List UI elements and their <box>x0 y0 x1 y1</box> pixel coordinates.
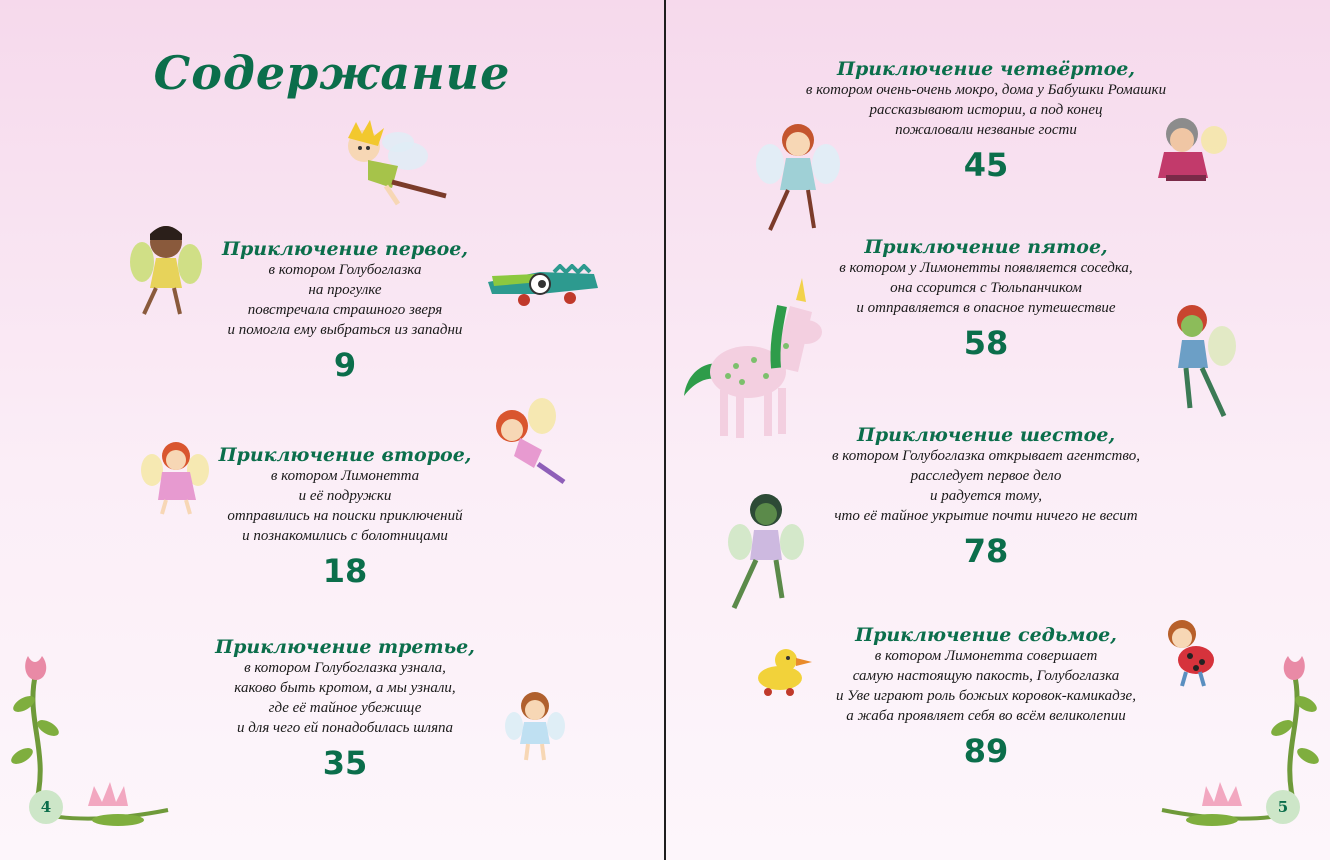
entry-page-number: 78 <box>963 532 1009 570</box>
entry-line: в котором Лимонетта совершает <box>874 648 1098 664</box>
entry-page-number: 9 <box>333 346 357 384</box>
page-title: Содержание <box>153 46 511 100</box>
entry-page-number: 35 <box>322 744 368 782</box>
entry-line: она ссорится с Тюльпанчиком <box>890 280 1082 296</box>
entry-line: на прогулке <box>308 282 382 298</box>
entry-heading: Приключение пятое, <box>864 236 1108 258</box>
entry-heading: Приключение третье, <box>215 636 475 658</box>
entry-line: в котором Голубоглазка <box>268 262 422 278</box>
page-number-right: 5 <box>1266 790 1300 824</box>
entry-page-number: 18 <box>322 552 368 590</box>
entry-line: и радуется тому, <box>930 488 1042 504</box>
entry-line: расследует первое дело <box>910 468 1062 484</box>
entry-page-number: 58 <box>963 324 1009 362</box>
entry-line: и её подружки <box>298 488 392 504</box>
entry-heading: Приключение второе, <box>218 444 472 466</box>
entry-line: рассказывают истории, а под конец <box>869 102 1103 118</box>
entry-heading: Приключение седьмое, <box>855 624 1117 646</box>
page-number-left: 4 <box>29 790 63 824</box>
entry-line: пожаловали незваные гости <box>895 122 1077 138</box>
entry-line: где её тайное убежище <box>268 700 422 716</box>
toc-entry[interactable] <box>776 624 1196 774</box>
fairy-flying-yellow-illustration <box>328 116 452 206</box>
entry-line: и Уве играют роль божьих коровок-камикадзе, <box>836 688 1136 704</box>
entry-line: в котором очень-очень мокро, дома у Бабушки Ромашки <box>805 82 1167 98</box>
entry-heading: Приключение шестое, <box>856 424 1116 446</box>
entry-line: в котором Голубоглазка открывает агентство, <box>832 448 1140 464</box>
entry-heading: Приключение четвёртое, <box>837 58 1135 80</box>
toc-entry[interactable] <box>150 636 540 786</box>
toc-entry[interactable] <box>776 424 1196 574</box>
left-page <box>0 0 664 860</box>
entry-line: и отправляется в опасное путешествие <box>856 300 1116 316</box>
entry-line: самую настоящую пакость, Голубоглазка <box>852 668 1120 684</box>
entry-line: что её тайное укрытие почти ничего не весит <box>834 508 1138 524</box>
entry-heading: Приключение первое, <box>222 238 468 260</box>
toc-entry[interactable] <box>150 444 540 594</box>
toc-entry[interactable] <box>150 238 540 388</box>
entry-line: а жаба проявляет себя во всём великолепии <box>846 708 1126 724</box>
entry-line: и помогла ему выбраться из западни <box>227 322 463 338</box>
toc-entry[interactable] <box>756 58 1216 188</box>
entry-line: и познакомились с болотницами <box>242 528 448 544</box>
right-page <box>666 0 1330 860</box>
entry-line: каково быть кротом, а мы узнали, <box>234 680 456 696</box>
entry-line: повстречала страшного зверя <box>247 302 443 318</box>
entry-line: и для чего ей понадобилась шляпа <box>236 720 454 736</box>
entry-page-number: 45 <box>963 146 1009 184</box>
entry-line: в котором у Лимонетты появляется соседка, <box>839 260 1133 276</box>
toc-entry[interactable] <box>776 236 1196 366</box>
entry-page-number: 89 <box>963 732 1009 770</box>
entry-line: в котором Голубоглазка узнала, <box>244 660 446 676</box>
entry-line: отправились на поиски приключений <box>227 508 463 524</box>
entry-line: в котором Лимонетта <box>270 468 420 484</box>
